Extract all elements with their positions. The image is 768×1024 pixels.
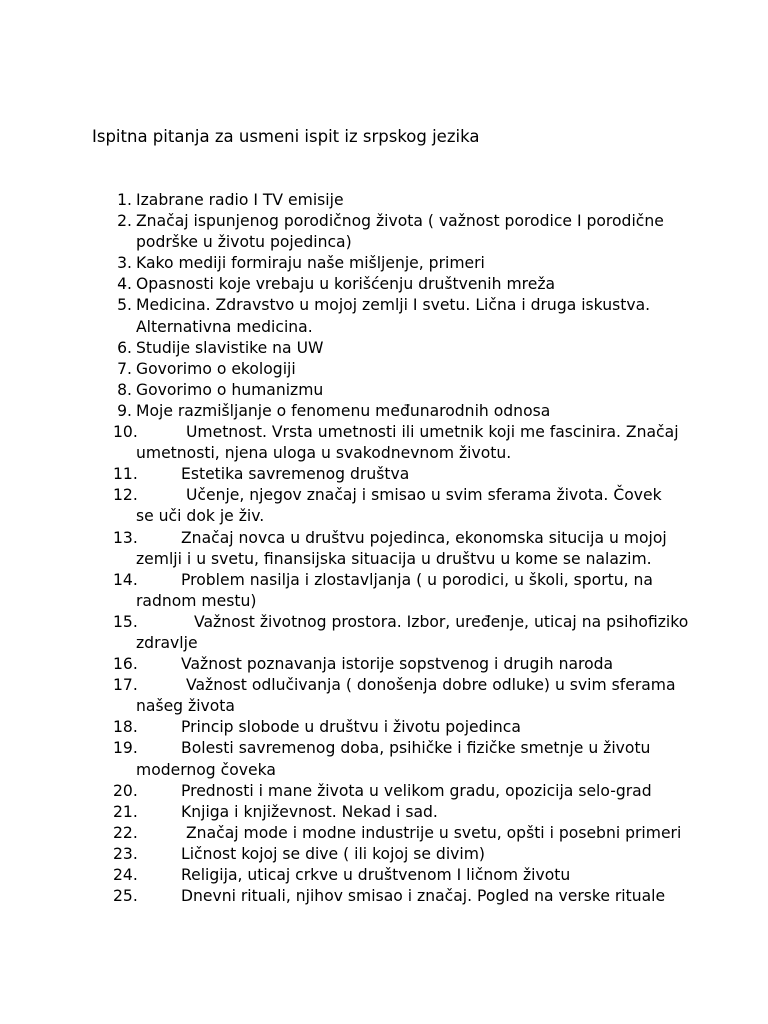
question-text: Važnost životnog prostora. Izbor, uređenje, uticaj na psihofiziko [194, 612, 689, 631]
question-text: Govorimo o humanizmu [136, 380, 324, 399]
question-item [0, 485, 684, 527]
question-text: Princip slobode u društvu i životu pojedinca [181, 718, 521, 737]
question-item [0, 802, 684, 823]
question-number: 19. [113, 739, 138, 758]
question-list [0, 190, 768, 907]
question-item [0, 380, 684, 401]
question-text: Prednosti i mane života u velikom gradu, opozicija selo-grad [181, 781, 652, 800]
question-item [0, 401, 684, 422]
question-text: Studije slavistike na UW [136, 338, 324, 357]
question-number: 14. [113, 570, 138, 589]
question-text-continued: našeg života [136, 697, 235, 716]
question-number: 3. [117, 254, 132, 273]
question-number: 9. [117, 401, 132, 420]
question-item [0, 422, 684, 464]
question-number: 16. [113, 655, 138, 674]
question-text-continued: podrške u životu pojedinca) [136, 233, 352, 252]
question-text-continued: modernog čoveka [136, 760, 276, 779]
question-item [0, 570, 684, 612]
question-text: Knjiga i književnost. Nekad i sad. [181, 802, 438, 821]
question-text: Religija, uticaj crkve u društvenom I ličnom životu [181, 866, 571, 884]
question-item [0, 675, 684, 717]
question-number: 22. [113, 823, 138, 842]
question-text: Značaj novca u društvu pojedinca, ekonomska situcija u mojoj [181, 528, 667, 547]
question-text: Dnevni rituali, njihov smisao i značaj. Pogled na verske rituale [181, 887, 666, 906]
question-text: Važnost poznavanja istorije sopstvenog i drugih naroda [181, 655, 614, 674]
question-text: Opasnosti koje vrebaju u korišćenju društvenih mreža [136, 275, 556, 294]
question-item [0, 190, 684, 211]
question-text-continued: zdravlje [136, 633, 198, 652]
question-number: 11. [113, 465, 138, 484]
question-number: 8. [117, 380, 132, 399]
question-text: Moje razmišljanje o fenomenu međunarodnih odnosa [136, 401, 551, 420]
question-item [0, 338, 684, 359]
question-text-continued: Alternativna medicina. [136, 317, 313, 336]
question-text: Problem nasilja i zlostavljanja ( u porodici, u školi, sportu, na [181, 570, 653, 589]
question-text: Značaj mode i modne industrije u svetu, opšti i posebni primeri [186, 823, 682, 842]
question-text-continued: radnom mestu) [136, 591, 257, 610]
question-item [0, 612, 689, 654]
question-number: 15. [113, 612, 138, 631]
question-item [0, 844, 684, 865]
question-number: 4. [117, 275, 132, 294]
question-item [0, 359, 684, 380]
question-number: 24. [113, 866, 138, 884]
question-text: Ličnost kojoj se dive ( ili kojoj se divim) [181, 844, 485, 863]
question-text-continued: zemlji i u svetu, finansijska situacija u društvu u kome se nalazim. [136, 549, 652, 568]
question-number: 13. [113, 528, 138, 547]
question-item [0, 295, 684, 337]
question-item [0, 738, 684, 780]
question-item [0, 253, 684, 274]
question-item [0, 654, 684, 675]
question-number: 12. [113, 486, 138, 505]
question-item [0, 528, 684, 570]
question-text: Značaj ispunjenog porodičnog života ( važnost porodice I porodične [136, 212, 664, 231]
question-text: Učenje, njegov značaj i smisao u svim sferama života. Čovek [186, 486, 662, 505]
question-text: Medicina. Zdravstvo u mojoj zemlji I svetu. Lična i druga iskustva. [136, 296, 651, 315]
question-text-continued: se uči dok je živ. [136, 507, 265, 526]
question-number: 18. [113, 718, 138, 737]
question-number: 23. [113, 844, 138, 863]
question-number: 6. [117, 338, 132, 357]
question-text: Umetnost. Vrsta umetnosti ili umetnik koji me fascinira. Značaj [186, 423, 679, 442]
question-number: 17. [113, 676, 138, 695]
question-number: 1. [117, 191, 132, 209]
question-number: 10. [113, 423, 138, 442]
question-item [0, 274, 684, 295]
question-text: Važnost odlučivanja ( donošenja dobre odluke) u svim sferama [186, 676, 676, 695]
question-item [0, 823, 684, 844]
question-item [0, 865, 684, 886]
question-text: Govorimo o ekologiji [136, 359, 296, 378]
question-number: 2. [117, 212, 132, 231]
question-text-continued: umetnosti, njena uloga u svakodnevnom životu. [136, 444, 512, 463]
question-number: 7. [117, 359, 132, 378]
question-text: Estetika savremenog društva [181, 465, 410, 484]
question-item [0, 717, 684, 738]
question-item [0, 464, 684, 485]
question-item [0, 886, 684, 907]
question-item [0, 211, 684, 253]
question-number: 20. [113, 781, 138, 800]
question-number: 21. [113, 802, 138, 821]
document-title: Ispitna pitanja za usmeni ispit iz srpskog jezika [92, 127, 480, 146]
question-text: Izabrane radio I TV emisije [136, 191, 344, 209]
question-item [0, 781, 684, 802]
question-text: Kako mediji formiraju naše mišljenje, primeri [136, 254, 485, 273]
question-text: Bolesti savremenog doba, psihičke i fizičke smetnje u životu [181, 739, 651, 758]
question-number: 25. [113, 887, 138, 906]
question-number: 5. [117, 296, 132, 315]
